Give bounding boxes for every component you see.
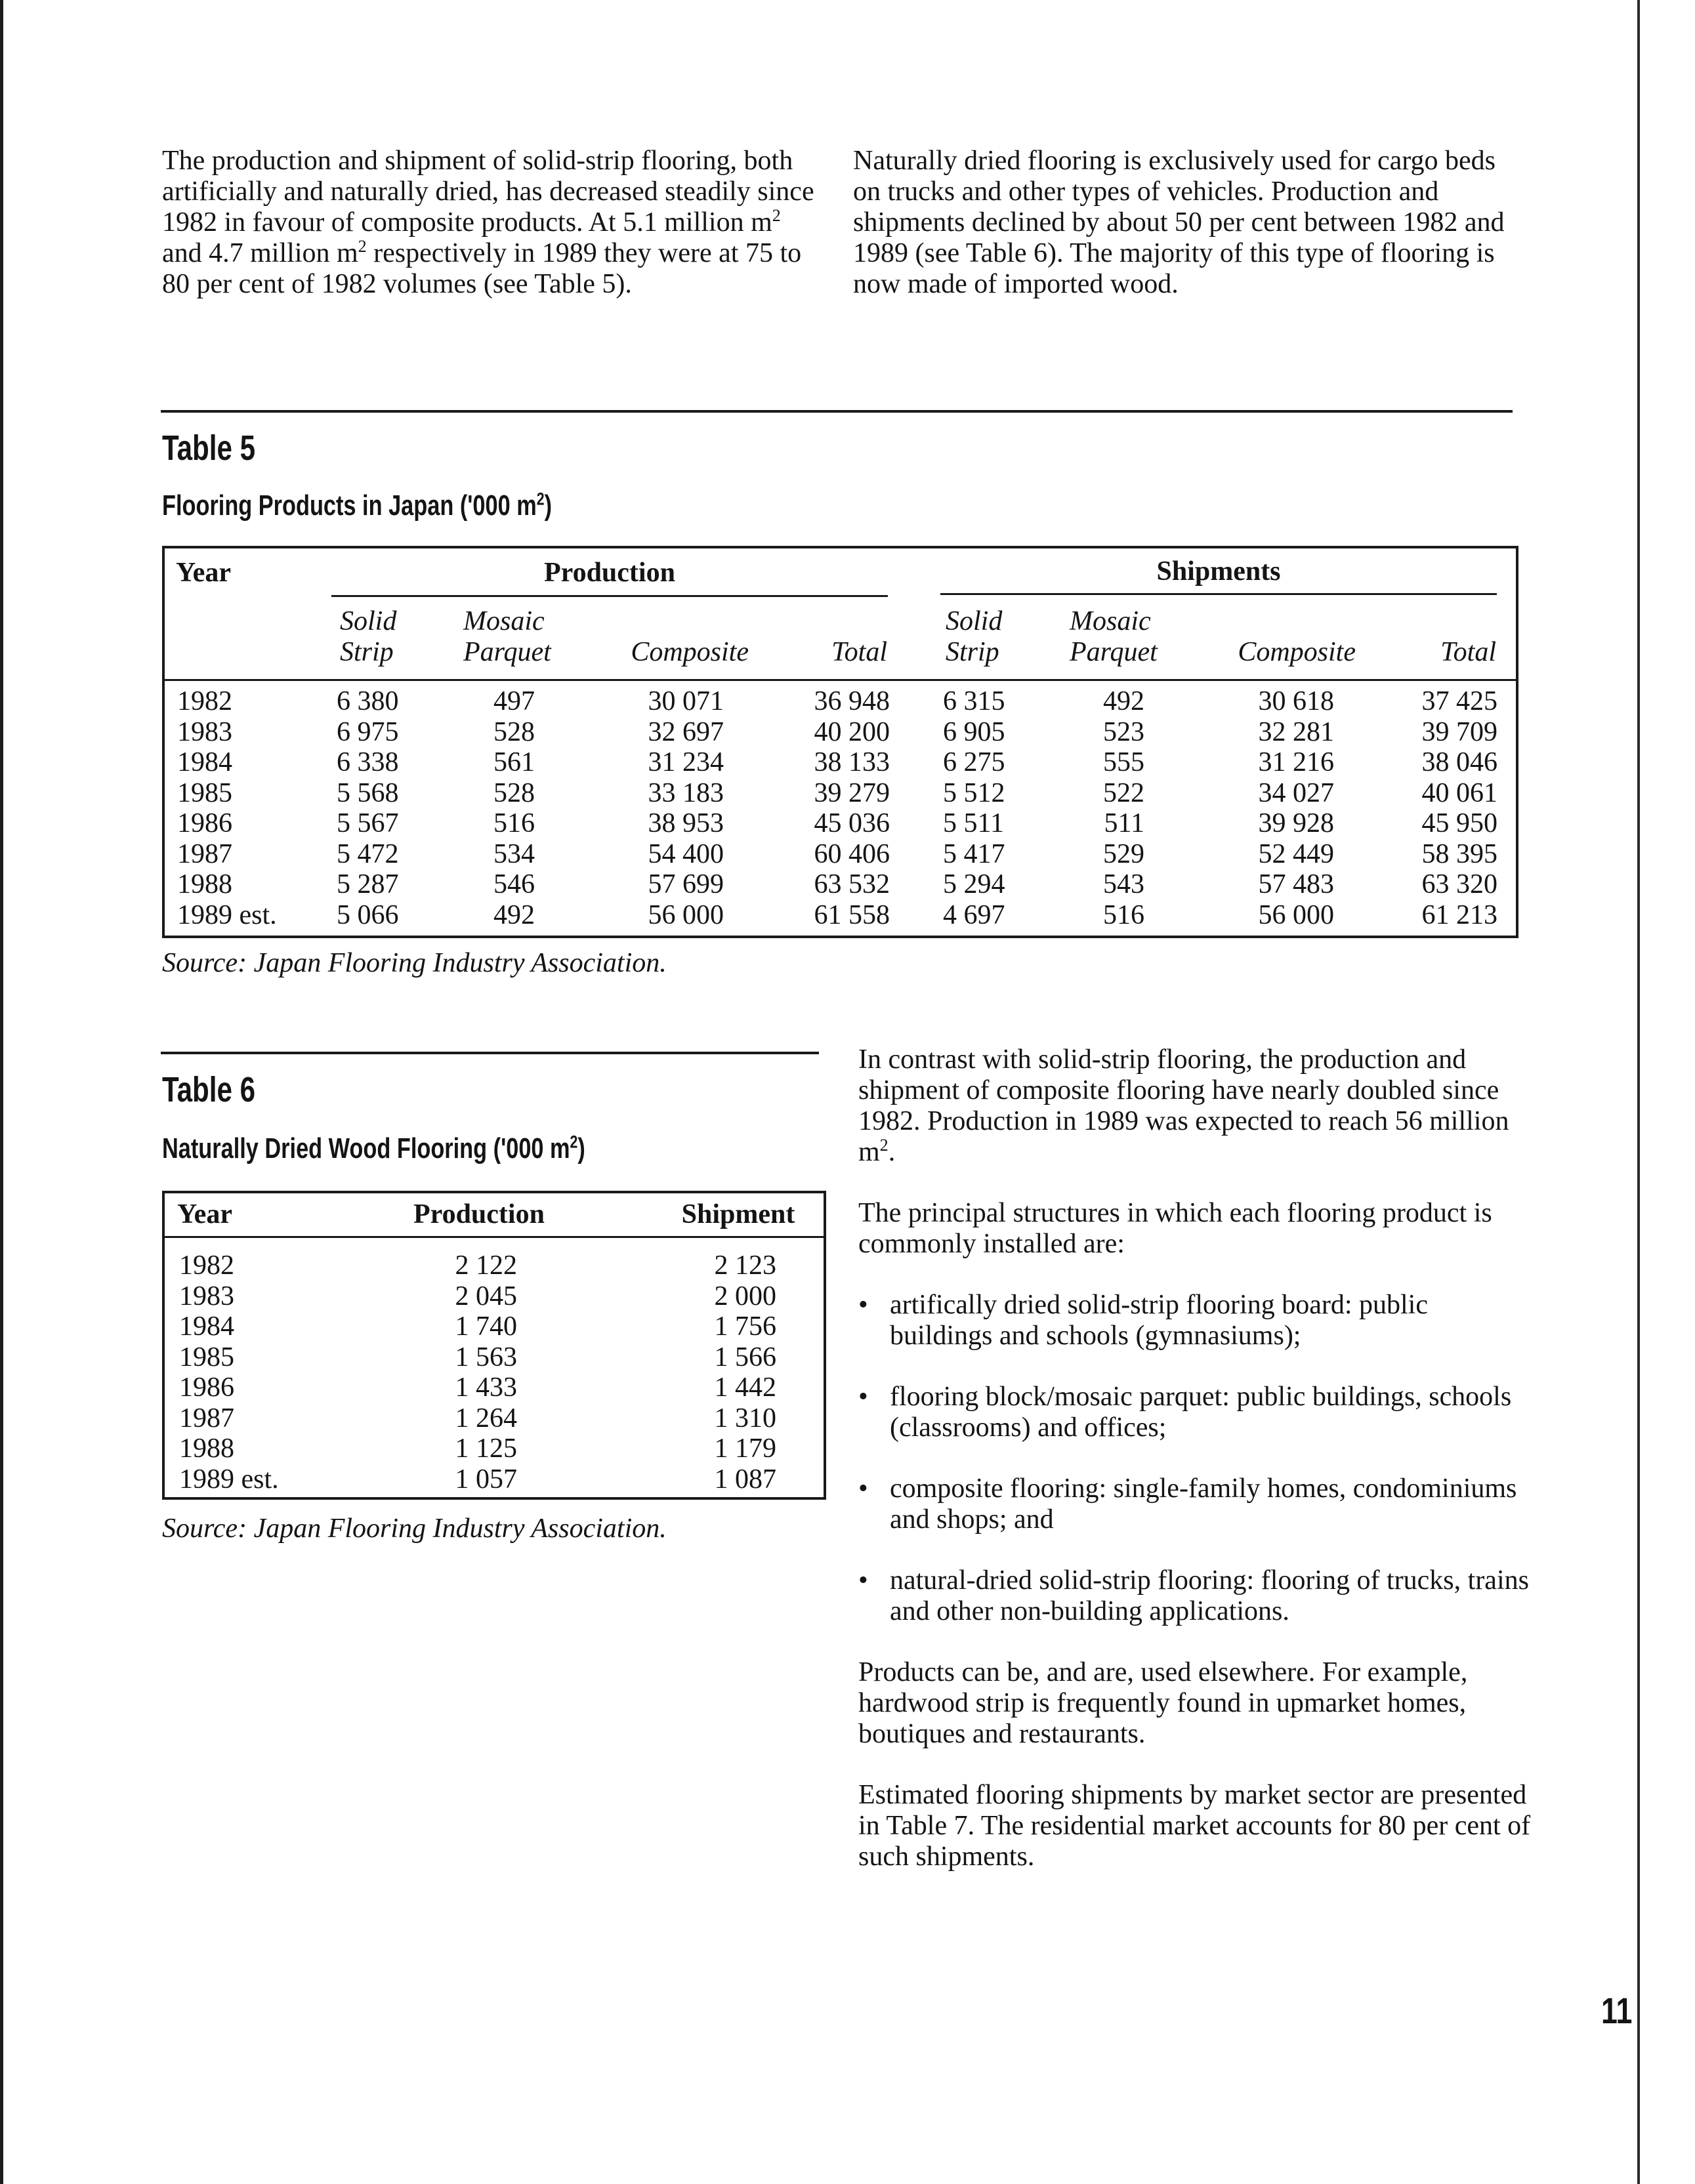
table6-cell: 1 563 xyxy=(455,1342,517,1372)
table6-cell: 1 740 xyxy=(455,1311,517,1342)
table5-subheader: Solid xyxy=(946,606,1003,636)
table5-subheader: Solid xyxy=(340,606,397,636)
table5-cell: 1989 est. xyxy=(177,900,277,930)
table5-cell: 6 975 xyxy=(337,717,399,747)
table5-cell: 492 xyxy=(493,900,535,930)
table5-cell: 534 xyxy=(493,839,535,869)
table5-cell: 32 697 xyxy=(648,717,724,747)
table5-shipments-rule xyxy=(940,593,1497,595)
table5-cell: 5 066 xyxy=(337,900,399,930)
table6-cell: 2 123 xyxy=(714,1250,776,1281)
table5-production-header: Production xyxy=(544,558,675,588)
table6-cell: 1 433 xyxy=(455,1372,517,1403)
table5-cell: 511 xyxy=(1104,808,1144,838)
list-item: • composite flooring: single-family homes, condominiums and shops; and xyxy=(858,1473,1534,1535)
table5-subheader: Mosaic xyxy=(1070,606,1151,636)
table5-cell: 1983 xyxy=(177,717,232,747)
intro-right-paragraph: Naturally dried flooring is exclusively used for cargo beds on trucks and other types of vehicles. Production and shipments declined by about 50 per cent between 1982 and 1989 (see Table 6). The majority of this type of flooring is now made of imported wood. xyxy=(853,146,1505,299)
table5-subheader: Total xyxy=(1440,637,1496,667)
table5-cell: 1985 xyxy=(177,778,232,808)
table5-cell: 555 xyxy=(1103,747,1144,777)
table6-cell: 1 264 xyxy=(455,1403,517,1433)
list-item: • natural-dried solid-strip flooring: flooring of trucks, trains and other non-building applications. xyxy=(858,1565,1534,1627)
table5-subheader: Parquet xyxy=(463,637,551,667)
table5-subheader: Composite xyxy=(631,637,749,667)
scan-edge-right xyxy=(1637,0,1640,2184)
table6-cell: 1986 xyxy=(179,1372,234,1403)
table5-cell: 45 950 xyxy=(1421,808,1497,838)
list-item: • artifically dried solid-strip flooring board: public buildings and schools (gymnasiums); xyxy=(858,1290,1534,1351)
table6-header-rule xyxy=(162,1236,826,1238)
table5-cell: 561 xyxy=(493,747,535,777)
elsewhere-paragraph: Products can be, and are, used elsewhere. For example, hardwood strip is frequently found in upmarket homes, boutiques and restaurants. xyxy=(858,1657,1468,1749)
table5-cell: 56 000 xyxy=(648,900,724,930)
table5-title: Flooring Products in Japan ('000 $m^2$) xyxy=(162,488,552,522)
table5-cell: 528 xyxy=(493,717,535,747)
table5-cell: 6 315 xyxy=(943,686,1005,716)
table5-cell: 58 395 xyxy=(1421,839,1497,869)
table5-subheader: Parquet xyxy=(1070,637,1158,667)
table6-cell: 2 000 xyxy=(714,1281,776,1311)
intro-left-column xyxy=(162,146,825,300)
list-item: • flooring block/mosaic parquet: public buildings, schools (classrooms) and offices; xyxy=(858,1382,1534,1443)
table5-cell: 4 697 xyxy=(943,900,1005,930)
table5-cell: 522 xyxy=(1103,778,1144,808)
table5-cell: 5 512 xyxy=(943,778,1005,808)
table6-cell: 2 122 xyxy=(455,1250,517,1281)
table5-cell: 546 xyxy=(493,869,535,899)
table5-cell: 1984 xyxy=(177,747,232,777)
table5-subheader: Total xyxy=(831,637,887,667)
table5-cell: 523 xyxy=(1103,717,1144,747)
table5-cell: 34 027 xyxy=(1258,778,1334,808)
table5-cell: 52 449 xyxy=(1258,839,1334,869)
table6-cell: 1 057 xyxy=(455,1464,517,1494)
table5-cell: 529 xyxy=(1103,839,1144,869)
table6-production-header: Production xyxy=(413,1199,545,1229)
table5-cell: 38 046 xyxy=(1421,747,1497,777)
table5-cell: 32 281 xyxy=(1258,717,1334,747)
table5-cell: 6 905 xyxy=(943,717,1005,747)
table5-cell: 38 133 xyxy=(814,747,890,777)
table6-label: Table 6 xyxy=(162,1070,256,1109)
table5-production-rule xyxy=(331,595,888,597)
table5-cell: 5 472 xyxy=(337,839,399,869)
table5-cell: 40 200 xyxy=(814,717,890,747)
table5-cell: 39 709 xyxy=(1421,717,1497,747)
table5-cell: 31 216 xyxy=(1258,747,1334,777)
table6-cell: 1 310 xyxy=(714,1403,776,1433)
table5-source: Source: Japan Flooring Industry Association. xyxy=(162,948,667,978)
table5-cell: 543 xyxy=(1103,869,1144,899)
table5-label: Table 5 xyxy=(162,428,256,468)
scan-edge-left xyxy=(0,0,3,2184)
table5-cell: 54 400 xyxy=(648,839,724,869)
table5-header-rule xyxy=(162,679,1518,681)
table5-shipments-header: Shipments xyxy=(1156,556,1281,587)
table5-cell: 63 532 xyxy=(814,869,890,899)
table6-cell: 1987 xyxy=(179,1403,234,1433)
table6-cell: 1 756 xyxy=(714,1311,776,1342)
intro-right-column xyxy=(853,146,1529,300)
table6-title: Naturally Dried Wood Flooring ('000 $m^2$) xyxy=(162,1131,585,1164)
table5-cell: 40 061 xyxy=(1421,778,1497,808)
table6-cell: 1 179 xyxy=(714,1433,776,1464)
table5-cell: 516 xyxy=(493,808,535,838)
right-column xyxy=(858,1044,1534,1872)
table5-top-rule xyxy=(161,410,1513,413)
table5-cell: 56 000 xyxy=(1258,900,1334,930)
table5-cell: 61 558 xyxy=(814,900,890,930)
table5-subheader: Strip xyxy=(340,637,394,667)
page-number: 11 xyxy=(1601,1990,1633,2031)
table5-cell: 38 953 xyxy=(648,808,724,838)
table5-cell: 5 417 xyxy=(943,839,1005,869)
table5-cell: 528 xyxy=(493,778,535,808)
table6-year-header: Year xyxy=(177,1199,232,1229)
table5-cell: 5 568 xyxy=(337,778,399,808)
table5-cell: 57 699 xyxy=(648,869,724,899)
table5-cell: 39 928 xyxy=(1258,808,1334,838)
structures-list xyxy=(858,1290,1534,1627)
table5-cell: 497 xyxy=(493,686,535,716)
table5-cell: 6 380 xyxy=(337,686,399,716)
table5-year-header: Year xyxy=(176,558,231,588)
table5-cell: 57 483 xyxy=(1258,869,1334,899)
table5-cell: 5 567 xyxy=(337,808,399,838)
table5-cell: 39 279 xyxy=(814,778,890,808)
table7-reference-paragraph: Estimated flooring shipments by market sector are presented in Table 7. The residential market accounts for 80 per cent of such shipments. xyxy=(858,1780,1531,1872)
table6-cell: 1 442 xyxy=(714,1372,776,1403)
composite-paragraph: In contrast with solid-strip flooring, the production and shipment of composite flooring have nearly doubled since 1982. Production in 1989 was expected to reach 56 million $m^2$. xyxy=(858,1044,1509,1167)
table5-cell: 5 294 xyxy=(943,869,1005,899)
table6-cell: 2 045 xyxy=(455,1281,517,1311)
table6-cell: 1989 est. xyxy=(179,1464,279,1494)
table5-cell: 5 511 xyxy=(943,808,1004,838)
table5-subheader: Mosaic xyxy=(463,606,545,636)
table5-subheader: Strip xyxy=(946,637,999,667)
table6-top-rule xyxy=(161,1052,819,1054)
table5-cell: 6 338 xyxy=(337,747,399,777)
table5-cell: 1988 xyxy=(177,869,232,899)
intro-left-paragraph: The production and shipment of solid-strip flooring, both artificially and naturally dried, has decreased steadily since 1982 in favour of composite products. At 5.1 million $m^2$ and 4.7 million $m^2$ respectively in 1989 they were at 75 to 80 per cent of 1982 volumes (see Table 5). xyxy=(162,146,814,299)
table5-cell: 5 287 xyxy=(337,869,399,899)
table5-cell: 516 xyxy=(1103,900,1144,930)
table6-cell: 1 125 xyxy=(455,1433,517,1464)
table5-cell: 36 948 xyxy=(814,686,890,716)
table5-cell: 33 183 xyxy=(648,778,724,808)
table6-shipment-header: Shipment xyxy=(681,1199,795,1229)
structures-intro-paragraph: The principal structures in which each flooring product is commonly installed are: xyxy=(858,1198,1492,1259)
table5-cell: 6 275 xyxy=(943,747,1005,777)
table5-cell: 30 618 xyxy=(1258,686,1334,716)
table6-cell: 1 566 xyxy=(714,1342,776,1372)
table6-cell: 1988 xyxy=(179,1433,234,1464)
table6-cell: 1 087 xyxy=(714,1464,776,1494)
table5-cell: 30 071 xyxy=(648,686,724,716)
table6-source: Source: Japan Flooring Industry Association. xyxy=(162,1514,667,1544)
table6-cell: 1982 xyxy=(179,1250,234,1281)
table5-cell: 492 xyxy=(1103,686,1144,716)
table5-cell: 37 425 xyxy=(1421,686,1497,716)
table5-subheader: Composite xyxy=(1238,637,1356,667)
table6-cell: 1985 xyxy=(179,1342,234,1372)
table5-cell: 1986 xyxy=(177,808,232,838)
table6-cell: 1984 xyxy=(179,1311,234,1342)
table5-cell: 60 406 xyxy=(814,839,890,869)
table5-cell: 61 213 xyxy=(1421,900,1497,930)
table5-cell: 31 234 xyxy=(648,747,724,777)
table5-cell: 1987 xyxy=(177,839,232,869)
table5-cell: 45 036 xyxy=(814,808,890,838)
table6-cell: 1983 xyxy=(179,1281,234,1311)
table5-cell: 1982 xyxy=(177,686,232,716)
table5-cell: 63 320 xyxy=(1421,869,1497,899)
